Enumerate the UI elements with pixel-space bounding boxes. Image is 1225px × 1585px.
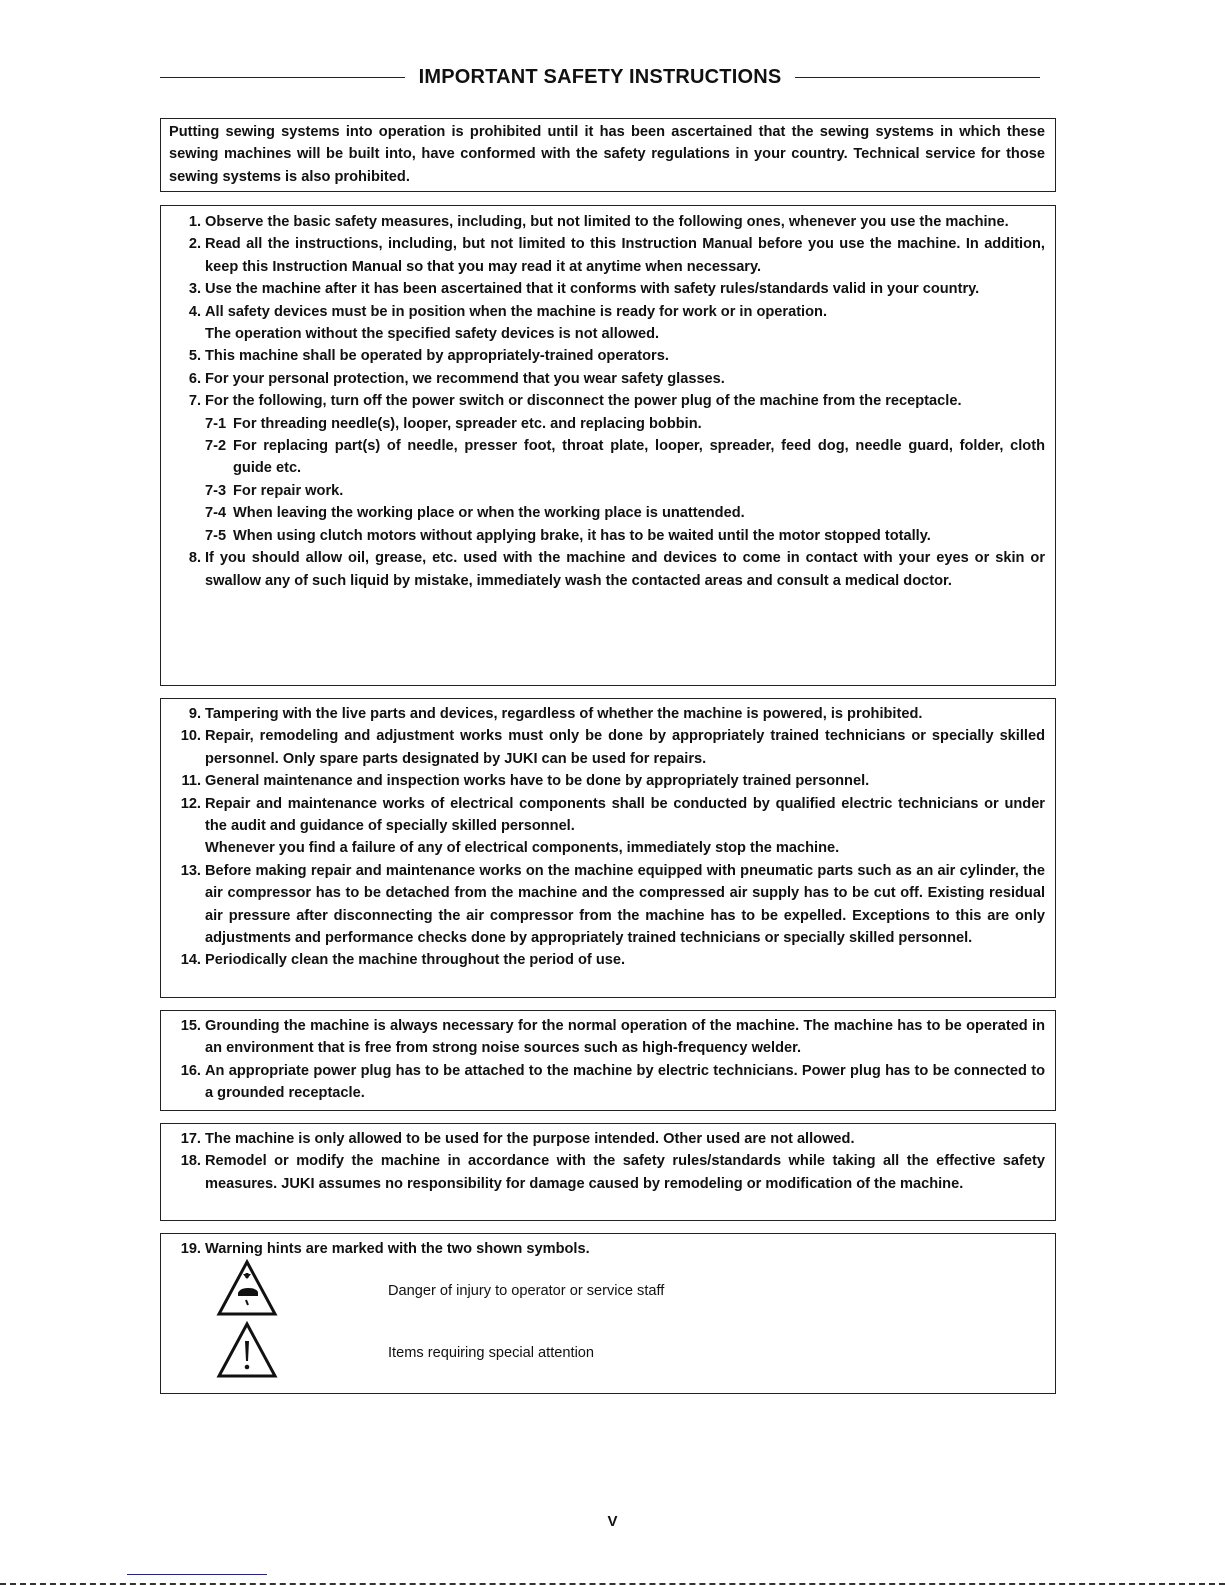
- item-number: 12.: [180, 795, 201, 812]
- instruction-group: [160, 205, 1056, 686]
- list-item: [161, 1238, 1055, 1260]
- symbol-label: Danger of injury to operator or service staff: [388, 1283, 665, 1300]
- item-text: [205, 345, 1045, 367]
- sub-item-text: For threading needle(s), looper, spreader etc. and replacing bobbin.: [233, 415, 702, 432]
- list-item: [161, 703, 1055, 725]
- sub-item-text: For replacing part(s) of needle, presser foot, throat plate, looper, spreader, feed dog, needle guard, folder, cloth guide etc.: [233, 438, 1045, 477]
- item-text: [205, 1150, 1045, 1195]
- sub-item-text: For repair work.: [233, 482, 344, 499]
- item-text: [205, 301, 1045, 346]
- item-paragraph: All safety devices must be in position when the machine is ready for work or in operation.: [205, 303, 827, 320]
- list-item: [161, 1015, 1055, 1060]
- item-paragraph: The operation without the specified safety devices is not allowed.: [205, 326, 660, 343]
- instruction-group: [160, 1233, 1056, 1394]
- item-number: 6.: [188, 370, 201, 387]
- list-item: [161, 301, 1055, 346]
- sub-item-number: 7-2: [205, 438, 227, 455]
- item-text: [205, 547, 1045, 592]
- list-item: [161, 725, 1055, 770]
- link-underline: [127, 1574, 267, 1575]
- item-number: 18.: [180, 1153, 201, 1170]
- list-item: [161, 1060, 1055, 1105]
- item-number: 5.: [188, 348, 201, 365]
- item-paragraph: Remodel or modify the machine in accordance with the safety rules/standards while taking all the effective safety measures. JUKI assumes no responsibility for damage caused by remodeling or modification of the machine.: [205, 1153, 1045, 1192]
- item-paragraph: For your personal protection, we recommend that you wear safety glasses.: [205, 370, 725, 387]
- sub-item: [205, 502, 1045, 524]
- item-text: [205, 278, 1045, 300]
- item-text: [205, 1015, 1045, 1060]
- notice-box: Putting sewing systems into operation is prohibited until it has been ascertained that the sewing systems in which these sewing machines will be built into, have conformed with the safety regulations in your country. Technical service for those sewing systems is also prohibited.: [160, 118, 1056, 192]
- item-paragraph: Repair and maintenance works of electrical components shall be conducted by qualified electric technicians or under the audit and guidance of specially skilled personnel.: [205, 795, 1045, 835]
- list-item: [161, 949, 1055, 971]
- sub-item-text: When using clutch motors without applying brake, it has to be waited until the motor stopped totally.: [233, 527, 931, 544]
- item-paragraph: Before making repair and maintenance works on the machine equipped with pneumatic parts such as an air cylinder, the air compressor has to be detached from the machine and the compressed air supply has to be cut off. Existing residual air pressure after disconnecting the air compressor from the machine has to be expelled. Exceptions to this are only adjustments and performance checks done by appropriately trained technicians or specially skilled personnel.: [205, 862, 1045, 947]
- list-item: [161, 233, 1055, 278]
- item-paragraph: If you should allow oil, grease, etc. used with the machine and devices to come in contact with your eyes or skin or swallow any of such liquid by mistake, immediately wash the contacted areas and consult a medical doctor.: [205, 550, 1045, 589]
- instruction-group: [160, 698, 1056, 998]
- item-number: 7.: [188, 393, 201, 410]
- item-text: [205, 233, 1045, 278]
- item-paragraph: Tampering with the live parts and devices, regardless of whether the machine is powered, is prohibited.: [205, 706, 923, 722]
- title-row: [160, 66, 1040, 89]
- item-number: 11.: [181, 773, 201, 790]
- item-paragraph: An appropriate power plug has to be attached to the machine by electric technicians. Power plug has to be connected to a grounded receptacle.: [205, 1062, 1045, 1102]
- item-paragraph: The machine is only allowed to be used for the purpose intended. Other used are not allowed.: [205, 1131, 855, 1147]
- list-item: [161, 793, 1055, 860]
- item-paragraph: Observe the basic safety measures, including, but not limited to the following ones, whenever you use the machine.: [205, 214, 1009, 230]
- page-number: V: [607, 1513, 618, 1530]
- item-text: [205, 703, 1045, 725]
- item-number: 8.: [188, 550, 201, 567]
- list-item: [161, 860, 1055, 950]
- item-number: 10.: [180, 728, 201, 745]
- sub-item-number: 7-1: [205, 415, 227, 432]
- item-paragraph: For the following, turn off the power switch or disconnect the power plug of the machine from the receptacle.: [205, 393, 962, 410]
- item-paragraph: Whenever you find a failure of any of electrical components, immediately stop the machine.: [205, 840, 840, 857]
- item-paragraph: This machine shall be operated by appropriately-trained operators.: [205, 348, 669, 365]
- item-number: 16.: [180, 1062, 201, 1079]
- instruction-group: [160, 1010, 1056, 1111]
- item-paragraph: Repair, remodeling and adjustment works must only be done by appropriately trained technicians or specially skilled personnel. Only spare parts designated by JUKI can be used for repairs.: [205, 728, 1045, 767]
- item-paragraph: Periodically clean the machine throughout the period of use.: [205, 952, 626, 969]
- item-number: 19.: [180, 1241, 201, 1257]
- item-text: [205, 1128, 1045, 1150]
- item-text: [205, 211, 1045, 233]
- exclamation-warning-icon: [216, 1321, 278, 1386]
- item-text: [205, 1238, 1045, 1260]
- sub-item: [205, 435, 1045, 480]
- item-text: [205, 949, 1045, 971]
- list-item: [161, 368, 1055, 390]
- sub-item: [205, 525, 1045, 547]
- item-text: [205, 725, 1045, 770]
- item-number: 9.: [188, 706, 201, 722]
- list-item: [161, 770, 1055, 792]
- symbol-label: Items requiring special attention: [388, 1345, 595, 1362]
- list-item: [161, 211, 1055, 233]
- list-item: [161, 278, 1055, 300]
- item-paragraph: Read all the instructions, including, but not limited to this Instruction Manual before you use the machine. In addition, keep this Instruction Manual so that you may read it at anytime when necessary.: [205, 236, 1045, 275]
- symbol-row: [216, 1260, 1055, 1322]
- divider: [795, 77, 1040, 78]
- item-number: 14.: [180, 952, 201, 969]
- sub-item: [205, 413, 1045, 435]
- instruction-group: [160, 1123, 1056, 1221]
- symbol-row: [216, 1322, 1055, 1384]
- item-number: 4.: [188, 303, 201, 320]
- item-text: [205, 860, 1045, 950]
- item-number: 15.: [180, 1018, 201, 1034]
- hand-injury-warning-icon: [216, 1259, 278, 1324]
- item-number: 2.: [188, 236, 201, 253]
- sub-item: [205, 480, 1045, 502]
- list-item: [161, 1150, 1055, 1195]
- list-item: [161, 1128, 1055, 1150]
- item-text: [205, 1060, 1045, 1105]
- list-item: [161, 390, 1055, 547]
- item-number: 17.: [180, 1131, 201, 1147]
- page-title: IMPORTANT SAFETY INSTRUCTIONS: [418, 66, 782, 88]
- item-paragraph: Use the machine after it has been ascertained that it conforms with safety rules/standards valid in your country.: [205, 281, 980, 298]
- list-item: [161, 547, 1055, 592]
- sub-item-number: 7-4: [205, 505, 227, 522]
- item-text: [205, 770, 1045, 792]
- item-paragraph: Warning hints are marked with the two shown symbols.: [205, 1241, 590, 1257]
- item-paragraph: General maintenance and inspection works have to be done by appropriately trained personnel.: [205, 773, 870, 790]
- item-number: 13.: [180, 862, 201, 879]
- sub-item-number: 7-3: [205, 482, 227, 499]
- list-item: [161, 345, 1055, 367]
- item-text: [205, 390, 1045, 547]
- sub-item-number: 7-5: [205, 527, 227, 544]
- item-text: [205, 793, 1045, 860]
- item-text: [205, 368, 1045, 390]
- item-paragraph: Grounding the machine is always necessary for the normal operation of the machine. The machine has to be operated in an environment that is free from strong noise sources such as high-frequency welder.: [205, 1018, 1045, 1057]
- sub-item-text: When leaving the working place or when the working place is unattended.: [233, 505, 745, 522]
- item-number: 3.: [188, 281, 201, 298]
- item-number: 1.: [188, 214, 201, 230]
- divider: [160, 77, 405, 78]
